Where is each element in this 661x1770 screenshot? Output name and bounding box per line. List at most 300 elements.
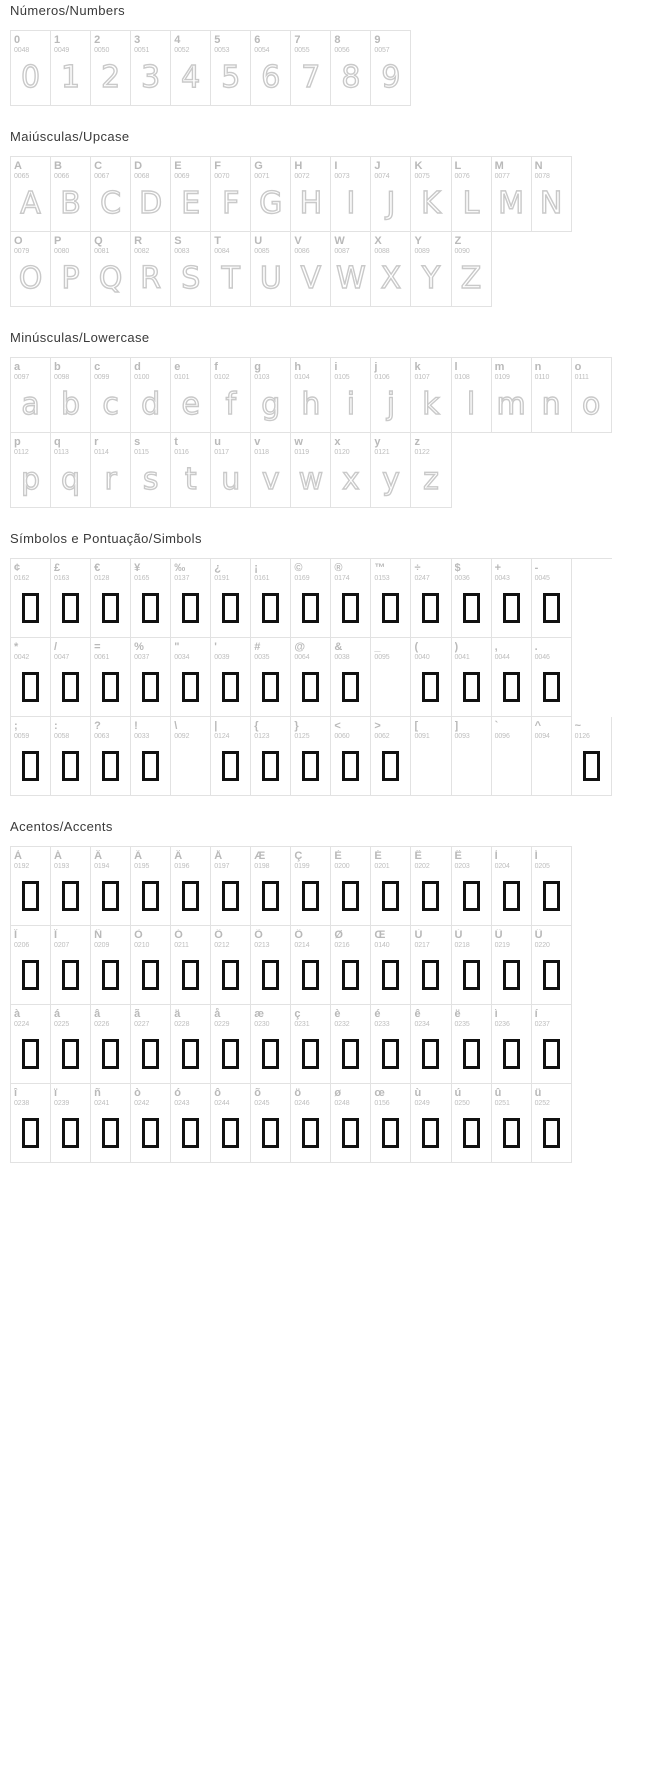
glyph-cell[interactable]: [211, 926, 251, 1005]
glyph-cell[interactable]: [131, 1005, 171, 1084]
glyph-cell[interactable]: [452, 926, 492, 1005]
glyph-cell[interactable]: [371, 1084, 411, 1163]
glyph-character-label: F: [214, 160, 221, 172]
glyph-preview: [251, 1029, 290, 1083]
glyph-character-label: P: [54, 235, 62, 247]
glyph-preview: [492, 662, 531, 716]
glyph-cell[interactable]: [532, 559, 572, 638]
glyph-preview: [452, 871, 491, 925]
traceable-glyph: x: [342, 462, 360, 497]
glyph-row: [11, 1005, 572, 1084]
traceable-glyph: A: [20, 186, 41, 221]
glyph-cell[interactable]: [91, 232, 131, 307]
glyph-cell[interactable]: [51, 358, 91, 433]
glyph-character-label: D: [134, 160, 143, 172]
glyph-preview: [11, 871, 50, 925]
glyph-code-label: 0211: [174, 942, 189, 949]
glyph-cell[interactable]: [211, 847, 251, 926]
glyph-cell[interactable]: [211, 157, 251, 232]
glyph-code-label: 0114: [94, 449, 109, 456]
glyph-preview: [51, 1029, 90, 1083]
glyph-code-label: 0231: [294, 1021, 310, 1028]
glyph-cell[interactable]: [131, 358, 171, 433]
glyph-cell[interactable]: [251, 559, 291, 638]
glyph-grid: [10, 30, 411, 106]
glyph-character-label: Ú: [454, 929, 463, 941]
glyph-meta: [11, 433, 50, 457]
glyph-cell[interactable]: [492, 559, 532, 638]
glyph-cell[interactable]: [291, 638, 331, 717]
missing-glyph-box-icon: [503, 672, 520, 702]
glyph-code-label: 0200: [334, 863, 350, 870]
missing-glyph-box-icon: [503, 1118, 520, 1148]
glyph-cell[interactable]: [251, 31, 291, 106]
glyph-cell[interactable]: [11, 638, 51, 717]
glyph-cell[interactable]: [131, 157, 171, 232]
glyph-character-label: Å: [214, 850, 223, 862]
glyph-cell[interactable]: [211, 638, 251, 717]
glyph-cell[interactable]: [171, 717, 211, 796]
glyph-cell[interactable]: [251, 638, 291, 717]
glyph-cell[interactable]: [411, 358, 451, 433]
glyph-cell[interactable]: [251, 926, 291, 1005]
glyph-code-label: 0237: [534, 1021, 550, 1028]
glyph-cell[interactable]: [291, 157, 331, 232]
glyph-code-label: 0140: [374, 942, 390, 949]
glyph-meta: [371, 638, 410, 662]
glyph-cell[interactable]: [251, 1084, 291, 1163]
glyph-meta: [492, 926, 531, 950]
glyph-cell[interactable]: [11, 232, 51, 307]
glyph-character-label: å: [214, 1008, 221, 1020]
glyph-cell[interactable]: [291, 1005, 331, 1084]
glyph-cell[interactable]: [171, 926, 211, 1005]
missing-glyph-box-icon: [62, 672, 79, 702]
missing-glyph-box-icon: [342, 881, 359, 911]
glyph-preview: [51, 662, 90, 716]
glyph-meta: [331, 926, 370, 950]
glyph-cell[interactable]: [51, 157, 91, 232]
glyph-cell[interactable]: [291, 358, 331, 433]
glyph-cell[interactable]: [291, 232, 331, 307]
glyph-character-label: ì: [494, 1008, 498, 1020]
glyph-cell[interactable]: [171, 31, 211, 106]
glyph-cell[interactable]: [331, 31, 371, 106]
glyph-cell[interactable]: [452, 358, 492, 433]
glyph-preview: [131, 950, 170, 1004]
glyph-cell[interactable]: [371, 358, 411, 433]
glyph-cell[interactable]: [492, 638, 532, 717]
glyph-cell[interactable]: [11, 31, 51, 106]
glyph-character-label: ñ: [94, 1087, 101, 1099]
missing-glyph-box-icon: [62, 751, 79, 781]
glyph-cell[interactable]: [371, 847, 411, 926]
glyph-preview: [211, 457, 250, 507]
glyph-cell[interactable]: [211, 717, 251, 796]
glyph-cell[interactable]: [291, 559, 331, 638]
glyph-code-label: 0095: [374, 654, 390, 661]
missing-glyph-box-icon: [342, 672, 359, 702]
missing-glyph-box-icon: [182, 672, 199, 702]
glyph-cell[interactable]: [211, 433, 251, 508]
glyph-cell[interactable]: [91, 31, 131, 106]
glyph-cell[interactable]: [411, 157, 451, 232]
glyph-meta: [251, 926, 290, 950]
traceable-glyph: 2: [101, 60, 121, 95]
glyph-cell[interactable]: [291, 31, 331, 106]
glyph-cell[interactable]: [492, 717, 532, 796]
glyph-meta: [411, 232, 450, 256]
glyph-cell[interactable]: [251, 358, 291, 433]
glyph-character-label: à: [14, 1008, 21, 1020]
glyph-code-label: 0122: [414, 449, 430, 456]
glyph-cell[interactable]: [211, 559, 251, 638]
glyph-cell[interactable]: [411, 926, 451, 1005]
glyph-meta: [411, 847, 450, 871]
glyph-preview: [331, 55, 370, 105]
glyph-character-label: ¿: [214, 562, 221, 574]
glyph-cell[interactable]: [51, 559, 91, 638]
glyph-cell[interactable]: [331, 559, 371, 638]
glyph-cell[interactable]: [251, 1005, 291, 1084]
glyph-cell[interactable]: [11, 358, 51, 433]
glyph-cell[interactable]: [131, 232, 171, 307]
glyph-preview: [131, 382, 170, 432]
glyph-cell[interactable]: [572, 358, 612, 433]
glyph-cell[interactable]: [51, 1084, 91, 1163]
glyph-code-label: 0090: [454, 248, 470, 255]
glyph-cell[interactable]: [291, 847, 331, 926]
glyph-cell[interactable]: [331, 157, 371, 232]
missing-glyph-box-icon: [382, 881, 399, 911]
glyph-cell[interactable]: [371, 433, 411, 508]
glyph-character-label: Ô: [214, 929, 223, 941]
glyph-meta: [371, 1005, 410, 1029]
glyph-preview: [331, 382, 370, 432]
glyph-cell[interactable]: [492, 358, 532, 433]
glyph-code-label: 0245: [254, 1100, 270, 1107]
glyph-character-label: s: [134, 436, 141, 448]
glyph-cell[interactable]: [91, 1005, 131, 1084]
glyph-preview: [452, 382, 491, 432]
glyph-code-label: 0210: [134, 942, 150, 949]
glyph-cell[interactable]: [331, 232, 371, 307]
glyph-cell[interactable]: [51, 232, 91, 307]
glyph-cell[interactable]: [411, 717, 451, 796]
glyph-cell[interactable]: [452, 1084, 492, 1163]
glyph-preview: [91, 741, 130, 795]
glyph-code-label: 0037: [134, 654, 150, 661]
missing-glyph-box-icon: [543, 1039, 560, 1069]
glyph-character-label: ô: [214, 1087, 221, 1099]
glyph-code-label: 0199: [294, 863, 310, 870]
glyph-cell[interactable]: [171, 1084, 211, 1163]
glyph-meta: [171, 926, 210, 950]
missing-glyph-box-icon: [422, 1118, 439, 1148]
glyph-cell[interactable]: [532, 847, 572, 926]
glyph-cell[interactable]: [11, 847, 51, 926]
glyph-code-label: 0174: [334, 575, 350, 582]
glyph-cell[interactable]: [211, 358, 251, 433]
glyph-code-label: 0088: [374, 248, 390, 255]
glyph-cell[interactable]: [171, 232, 211, 307]
glyph-cell[interactable]: [411, 1084, 451, 1163]
glyph-cell[interactable]: [131, 638, 171, 717]
glyph-preview: [131, 741, 170, 795]
glyph-cell[interactable]: [532, 926, 572, 1005]
glyph-character-label: O: [14, 235, 23, 247]
glyph-cell[interactable]: [452, 638, 492, 717]
glyph-cell[interactable]: [171, 847, 211, 926]
glyph-cell[interactable]: [11, 157, 51, 232]
glyph-cell[interactable]: [331, 1084, 371, 1163]
glyph-cell[interactable]: [331, 847, 371, 926]
glyph-cell[interactable]: [51, 926, 91, 1005]
glyph-code-label: 0069: [174, 173, 190, 180]
glyph-code-label: 0107: [414, 374, 430, 381]
missing-glyph-box-icon: [302, 1039, 319, 1069]
glyph-cell[interactable]: [171, 1005, 211, 1084]
glyph-meta: [131, 847, 170, 871]
glyph-meta: [371, 926, 410, 950]
glyph-cell[interactable]: [51, 717, 91, 796]
glyph-preview: [331, 457, 370, 507]
glyph-cell[interactable]: [331, 358, 371, 433]
glyph-cell[interactable]: [371, 638, 411, 717]
glyph-character-label: w: [294, 436, 303, 448]
section-title: Maiúsculas/Upcase: [10, 129, 130, 144]
glyph-preview: [91, 457, 130, 507]
glyph-preview: [532, 382, 571, 432]
glyph-code-label: 0225: [54, 1021, 70, 1028]
glyph-code-label: 0217: [414, 942, 430, 949]
glyph-cell[interactable]: [371, 717, 411, 796]
glyph-cell[interactable]: [51, 433, 91, 508]
glyph-cell[interactable]: [411, 433, 451, 508]
glyph-cell[interactable]: [91, 157, 131, 232]
glyph-preview: [532, 662, 571, 716]
glyph-cell[interactable]: [371, 232, 411, 307]
glyph-code-label: 0100: [134, 374, 150, 381]
glyph-code-label: 0065: [14, 173, 30, 180]
glyph-cell[interactable]: [291, 1084, 331, 1163]
glyph-cell[interactable]: [532, 358, 572, 433]
glyph-preview: [171, 382, 210, 432]
glyph-cell[interactable]: [532, 638, 572, 717]
glyph-section: [0, 128, 661, 329]
glyph-cell[interactable]: [131, 433, 171, 508]
glyph-cell[interactable]: [291, 433, 331, 508]
glyph-cell[interactable]: [492, 1084, 532, 1163]
glyph-cell[interactable]: [291, 926, 331, 1005]
glyph-code-label: 0101: [174, 374, 190, 381]
glyph-meta: [331, 638, 370, 662]
glyph-cell[interactable]: [131, 31, 171, 106]
glyph-cell[interactable]: [532, 717, 572, 796]
glyph-code-label: 0118: [254, 449, 269, 456]
glyph-cell[interactable]: [251, 433, 291, 508]
glyph-code-label: 0192: [14, 863, 30, 870]
glyph-cell[interactable]: [291, 717, 331, 796]
glyph-cell[interactable]: [91, 638, 131, 717]
glyph-cell[interactable]: [572, 717, 612, 796]
glyph-character-label: Ù: [414, 929, 423, 941]
glyph-character-label: N: [534, 160, 543, 172]
glyph-cell[interactable]: [91, 847, 131, 926]
glyph-character-label: ø: [334, 1087, 342, 1099]
glyph-cell[interactable]: [171, 157, 211, 232]
glyph-cell[interactable]: [532, 157, 572, 232]
glyph-preview: [171, 583, 210, 637]
glyph-preview: [532, 1029, 571, 1083]
glyph-cell[interactable]: [452, 1005, 492, 1084]
glyph-cell[interactable]: [251, 717, 291, 796]
glyph-cell[interactable]: [251, 157, 291, 232]
glyph-meta: [291, 232, 330, 256]
glyph-cell[interactable]: [331, 717, 371, 796]
glyph-cell[interactable]: [411, 1005, 451, 1084]
glyph-code-label: 0053: [214, 47, 230, 54]
glyph-cell[interactable]: [371, 926, 411, 1005]
glyph-meta: [532, 1084, 571, 1108]
glyph-code-label: 0124: [214, 733, 230, 740]
glyph-cell[interactable]: [532, 1084, 572, 1163]
glyph-meta: [51, 1005, 90, 1029]
glyph-code-label: 0036: [454, 575, 470, 582]
glyph-meta: [211, 926, 250, 950]
glyph-cell[interactable]: [251, 847, 291, 926]
glyph-preview: [532, 583, 571, 637]
missing-glyph-box-icon: [262, 1039, 279, 1069]
glyph-cell[interactable]: [211, 31, 251, 106]
glyph-cell[interactable]: [11, 1084, 51, 1163]
glyph-cell[interactable]: [452, 559, 492, 638]
glyph-meta: [211, 433, 250, 457]
glyph-cell[interactable]: [211, 232, 251, 307]
glyph-cell[interactable]: [131, 559, 171, 638]
missing-glyph-box-icon: [463, 672, 480, 702]
glyph-character-label: Î: [14, 929, 18, 941]
glyph-cell[interactable]: [411, 847, 451, 926]
glyph-cell[interactable]: [11, 926, 51, 1005]
glyph-cell[interactable]: [371, 157, 411, 232]
glyph-cell[interactable]: [171, 433, 211, 508]
glyph-character-label: À: [14, 850, 22, 862]
glyph-cell[interactable]: [171, 559, 211, 638]
glyph-cell[interactable]: [131, 717, 171, 796]
glyph-preview: [411, 382, 450, 432]
glyph-meta: [91, 717, 130, 741]
glyph-cell[interactable]: [51, 847, 91, 926]
glyph-preview: [51, 382, 90, 432]
glyph-cell[interactable]: [171, 358, 211, 433]
glyph-preview: [411, 871, 450, 925]
glyph-character-label: !: [134, 720, 138, 732]
glyph-cell[interactable]: [331, 638, 371, 717]
glyph-cell[interactable]: [371, 1005, 411, 1084]
glyph-cell[interactable]: [452, 157, 492, 232]
glyph-cell[interactable]: [492, 847, 532, 926]
glyph-cell[interactable]: [211, 1005, 251, 1084]
glyph-cell[interactable]: [331, 926, 371, 1005]
glyph-meta: [91, 232, 130, 256]
glyph-cell[interactable]: [492, 1005, 532, 1084]
glyph-cell[interactable]: [11, 433, 51, 508]
glyph-cell[interactable]: [171, 638, 211, 717]
glyph-preview: [51, 583, 90, 637]
missing-glyph-box-icon: [463, 1039, 480, 1069]
glyph-character-label: Ç: [294, 850, 303, 862]
glyph-cell[interactable]: [91, 433, 131, 508]
glyph-character-label: g: [254, 361, 262, 373]
glyph-cell[interactable]: [411, 559, 451, 638]
glyph-cell[interactable]: [411, 638, 451, 717]
glyph-character-label: ‰: [174, 562, 186, 574]
glyph-cell[interactable]: [492, 157, 532, 232]
glyph-preview: [251, 55, 290, 105]
glyph-code-label: 0226: [94, 1021, 110, 1028]
glyph-cell[interactable]: [492, 926, 532, 1005]
glyph-cell[interactable]: [51, 638, 91, 717]
glyph-preview: [211, 181, 250, 231]
glyph-cell[interactable]: [211, 1084, 251, 1163]
glyph-code-label: 0096: [494, 733, 510, 740]
glyph-cell[interactable]: [131, 1084, 171, 1163]
glyph-cell[interactable]: [91, 358, 131, 433]
glyph-cell[interactable]: [11, 559, 51, 638]
traceable-glyph: h: [301, 387, 321, 422]
glyph-cell[interactable]: [411, 232, 451, 307]
glyph-cell[interactable]: [91, 1084, 131, 1163]
glyph-cell[interactable]: [51, 1005, 91, 1084]
glyph-cell[interactable]: [532, 1005, 572, 1084]
glyph-meta: [51, 31, 90, 55]
glyph-cell[interactable]: [131, 926, 171, 1005]
glyph-cell[interactable]: [331, 1005, 371, 1084]
glyph-cell[interactable]: [91, 926, 131, 1005]
glyph-preview: [91, 256, 130, 306]
glyph-preview: [51, 256, 90, 306]
glyph-meta: [371, 358, 410, 382]
glyph-meta: [492, 638, 531, 662]
glyph-meta: [171, 31, 210, 55]
glyph-cell[interactable]: [11, 717, 51, 796]
glyph-cell[interactable]: [131, 847, 171, 926]
glyph-character-label: f: [214, 361, 218, 373]
glyph-cell[interactable]: [51, 31, 91, 106]
glyph-meta: [91, 1005, 130, 1029]
glyph-preview: [211, 662, 250, 716]
glyph-cell[interactable]: [11, 1005, 51, 1084]
glyph-code-label: 0244: [214, 1100, 230, 1107]
glyph-row: [11, 31, 411, 106]
glyph-cell[interactable]: [371, 31, 411, 106]
glyph-cell[interactable]: [91, 717, 131, 796]
glyph-cell[interactable]: [331, 433, 371, 508]
glyph-meta: [211, 717, 250, 741]
glyph-cell[interactable]: [251, 232, 291, 307]
glyph-cell[interactable]: [371, 559, 411, 638]
glyph-cell[interactable]: [452, 717, 492, 796]
glyph-code-label: 0111: [574, 374, 589, 381]
glyph-cell[interactable]: [91, 559, 131, 638]
glyph-code-label: 0162: [14, 575, 30, 582]
glyph-code-label: 0232: [334, 1021, 350, 1028]
glyph-meta: [572, 717, 611, 741]
glyph-meta: [171, 559, 210, 583]
glyph-cell[interactable]: [452, 847, 492, 926]
glyph-cell[interactable]: [452, 232, 492, 307]
